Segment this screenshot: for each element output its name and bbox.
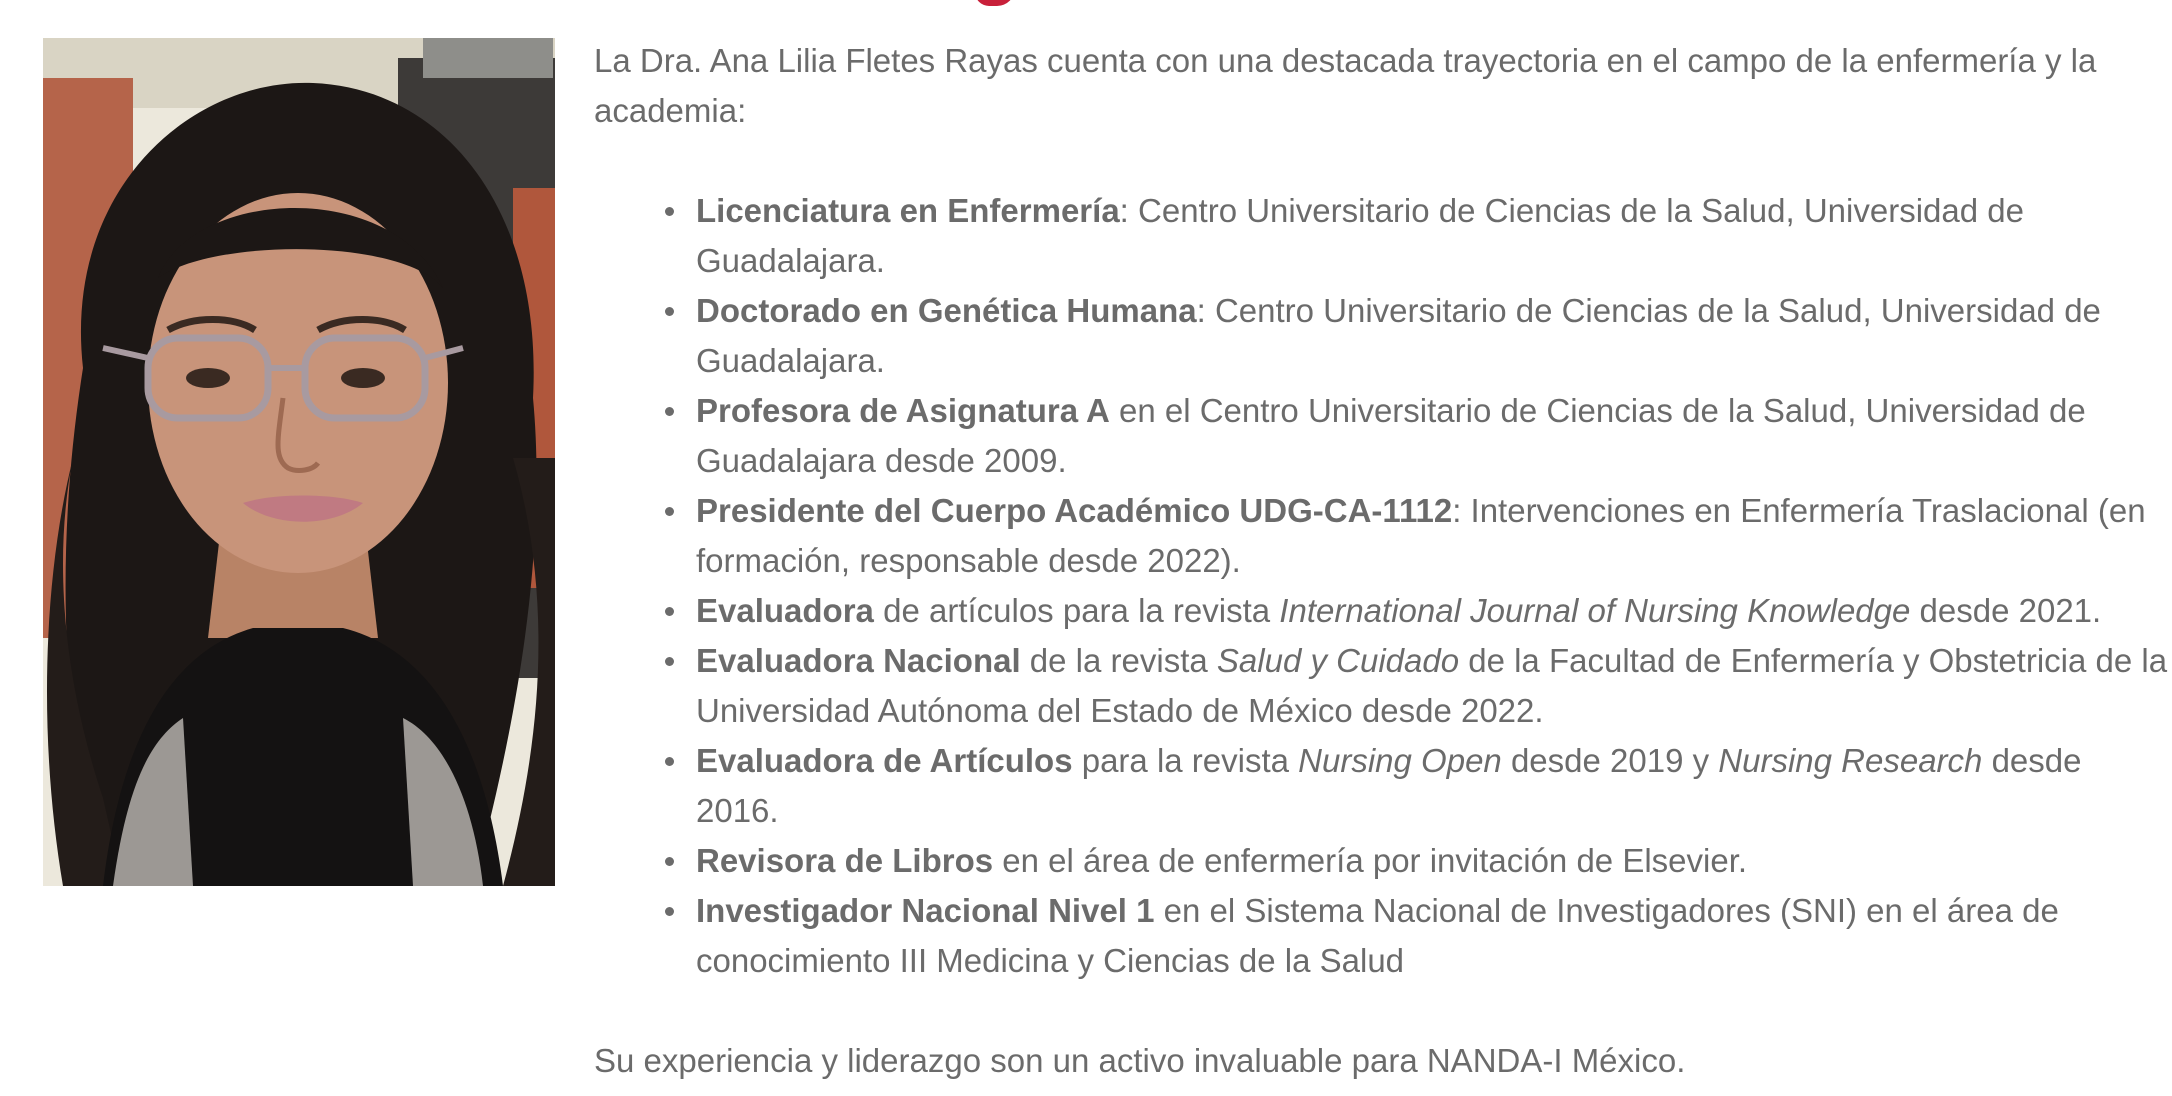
- item-title: Licenciatura en Enfermería: [696, 192, 1120, 229]
- list-item: [696, 836, 2172, 886]
- item-text: en el Centro Universitario de Ciencias de la Salud, Universidad de Guadalajara desde 2009.: [696, 392, 2086, 479]
- item-text: de la Facultad de Enfermería y Obstetricia de la Universidad Autónoma del Estado de México desde 2022.: [696, 642, 2168, 729]
- list-item: [696, 186, 2172, 286]
- item-text: : Centro Universitario de Ciencias de la Salud, Universidad de Guadalajara.: [696, 292, 2101, 379]
- credentials-list: [594, 186, 2172, 986]
- item-text: : Centro Universitario de Ciencias de la Salud, Universidad de Guadalajara.: [696, 192, 2024, 279]
- heading-glyph: [975, 0, 1015, 6]
- list-item: [696, 636, 2172, 736]
- item-text: de artículos para la revista: [873, 592, 1280, 629]
- item-text: desde 2021.: [1910, 592, 2102, 629]
- item-title: Revisora de Libros: [696, 842, 994, 879]
- item-text: : Intervenciones en Enfermería Traslacional (en formación, responsable desde 2022).: [696, 492, 2146, 579]
- item-text: en el Sistema Nacional de Investigadores (SNI) en el área de conocimiento III Medicina y Ciencias de la Salud: [696, 892, 2059, 979]
- heading-cutoff-fragment: [975, 0, 1015, 6]
- list-item: [696, 736, 2172, 836]
- item-title: Presidente del Cuerpo Académico UDG-CA-1112: [696, 492, 1453, 529]
- journal-name: International Journal of Nursing Knowledge: [1279, 592, 1911, 629]
- item-text: desde 2019 y: [1501, 742, 1719, 779]
- journal-name: Nursing Open: [1298, 742, 1502, 779]
- item-text: para la revista: [1072, 742, 1299, 779]
- item-title: Evaluadora de Artículos: [696, 742, 1073, 779]
- item-title: Evaluadora Nacional: [696, 642, 1021, 679]
- profile-photo: [43, 38, 555, 886]
- item-title: Evaluadora: [696, 592, 874, 629]
- list-item: [696, 486, 2172, 586]
- item-title: Investigador Nacional Nivel 1: [696, 892, 1155, 929]
- item-title: Profesora de Asignatura A: [696, 392, 1110, 429]
- item-text: desde 2016.: [696, 742, 2082, 829]
- journal-name: Nursing Research: [1718, 742, 1983, 779]
- item-text: en el área de enfermería por invitación de Elsevier.: [993, 842, 1748, 879]
- list-item: [696, 586, 2172, 636]
- item-text: de la revista: [1020, 642, 1217, 679]
- closing-paragraph: Su experiencia y liderazgo son un activo invaluable para NANDA-I México.: [594, 1042, 1686, 1079]
- list-item: [696, 386, 2172, 486]
- list-item: [696, 286, 2172, 386]
- intro-paragraph: La Dra. Ana Lilia Fletes Rayas cuenta con una destacada trayectoria en el campo de la enfermería y la academia:: [594, 42, 2097, 129]
- list-item: [696, 886, 2172, 986]
- item-title: Doctorado en Genética Humana: [696, 292, 1197, 329]
- biography-content: [594, 36, 2172, 1086]
- journal-name: Salud y Cuidado: [1216, 642, 1460, 679]
